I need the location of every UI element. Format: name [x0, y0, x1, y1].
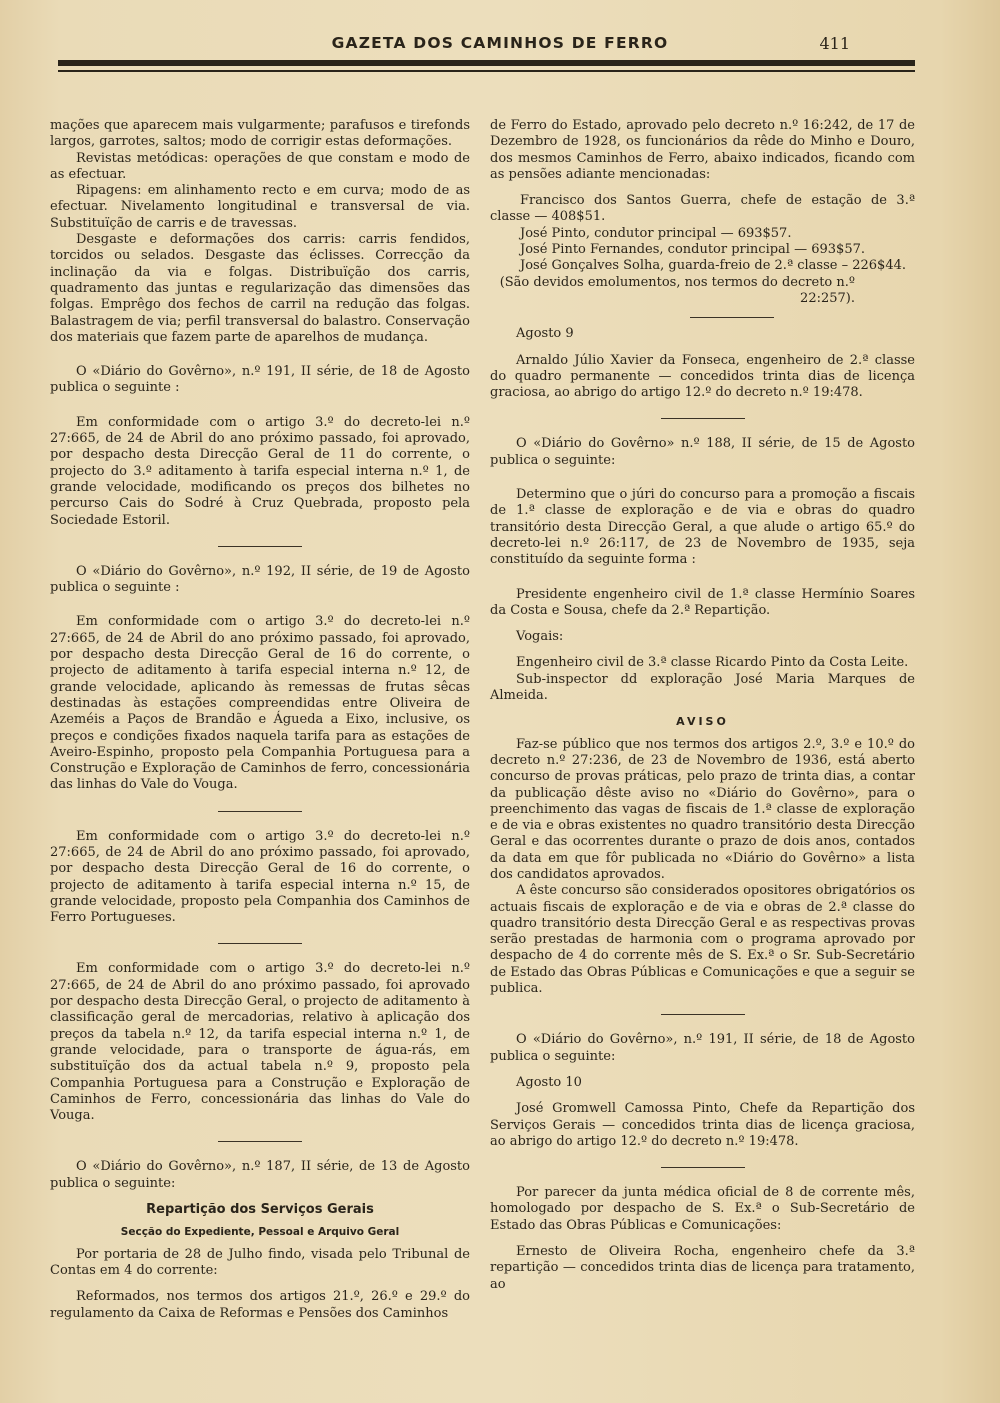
paragraph: Ernesto de Oliveira Rocha, engenheiro chefe da 3.ª repartição — concedidos trinta dias de licença para tratamento, ao: [490, 1244, 915, 1292]
section-separator: [661, 418, 745, 419]
paragraph: Reformados, nos termos dos artigos 21.º, 26.º e 29.º do regulamento da Caixa de Reformas e Pensões dos Caminhos: [50, 1289, 470, 1321]
section-separator: [661, 1167, 745, 1168]
date-label: Agosto 9: [516, 326, 574, 342]
paragraph: Em conformidade com o artigo 3.º do decreto-lei n.º 27:665, de 24 de Abril do ano próximo passado, foi aprovado, por despacho desta Direcção Geral de 16 do corrente, o projecto de aditamento à tarifa especial interna n.º 15, de grande velocidade, proposto pela Companhia dos Caminhos de Ferro Portugueses.: [50, 828, 470, 926]
paragraph: Ripagens: em alinhamento recto e em curva; modo de as efectuar. Nivelamento longitudinal e transversal de via. Substituïção de carris e de travessas.: [50, 183, 470, 231]
paragraph: de Ferro do Estado, aprovado pelo decreto n.º 16:242, de 17 de Dezembro de 1928, os funcionários da rêde do Minho e Douro, dos mesmos Caminhos de Ferro, abaixo indicados, ficando com as pensões adiante mencionadas:: [490, 118, 915, 182]
paragraph: José Gromwell Camossa Pinto, Chefe da Repartição dos Serviços Gerais — concedidos trinta dias de licença graciosa, ao abrigo do artigo 12.º do decreto n.º 19:478.: [490, 1101, 915, 1149]
section-subheading: Secção do Expediente, Pessoal e Arquivo Geral: [120, 1226, 400, 1239]
list-item: José Pinto Fernandes, condutor principal — 693$57.: [520, 242, 865, 258]
paragraph: O «Diário do Govêrno», n.º 191, II série, de 18 de Agosto publica o seguinte :: [50, 364, 470, 396]
page-header-title: GAZETA DOS CAMINHOS DE FERRO: [331, 34, 669, 52]
date-label: Agosto 10: [516, 1074, 582, 1090]
header-rule-thin: [58, 70, 915, 72]
section-separator: [218, 943, 302, 944]
paragraph: Desgaste e deformações dos carris: carris fendidos, torcidos ou selados. Desgaste das éclisses. Correcção da inclinação da via e folgas. Distribuïção dos carris, quadramento das juntas e regularização das dimensões das folgas. Emprêgo dos fechos de carril na redução das folgas. Balastragem de via; perfil transversal do balastro. Conservação dos materiais que fazem parte de aparelhos de mudança.: [50, 232, 470, 345]
paragraph: Vogais:: [516, 629, 564, 645]
paragraph: Em conformidade com o artigo 3.º do decreto-lei n.º 27:665, de 24 de Abril do ano próximo passado, foi aprovado, por despacho desta Direcção Geral de 11 do corrente, o projecto do 3.º aditamento à tarifa especial interna n.º 1, de grande velocidade, modificando os preços dos bilhetes no percurso Cais do Sodré à Cruz Quebrada, proposto pela Sociedade Estoril.: [50, 414, 470, 528]
paragraph: Arnaldo Júlio Xavier da Fonseca, engenheiro de 2.ª classe do quadro permanente — concedidos trinta dias de licença graciosa, ao abrigo do artigo 12.º do decreto n.º 19:478.: [490, 352, 915, 401]
right-column: [490, 118, 915, 1293]
left-column: [50, 118, 470, 1322]
paragraph: O «Diário do Govêrno», n.º 187, II série, de 13 de Agosto publica o seguinte:: [50, 1159, 470, 1191]
paragraph: O «Diário do Govêrno», n.º 191, II série, de 18 de Agosto publica o seguinte:: [490, 1032, 915, 1064]
paragraph: Revistas metódicas: operações de que constam e modo de as efectuar.: [50, 150, 470, 182]
paragraph: O «Diário do Govêrno» n.º 188, II série, de 15 de Agosto publica o seguinte:: [490, 436, 915, 468]
header-rule-thick: [58, 60, 915, 66]
section-separator: [218, 1141, 302, 1142]
paragraph: O «Diário do Govêrno», n.º 192, II série, de 19 de Agosto publica o seguinte :: [50, 563, 470, 596]
list-item: José Gonçalves Solha, guarda-freio de 2.ª classe – 226$44.: [520, 258, 906, 274]
section-heading: Repartição dos Serviços Gerais: [146, 1202, 374, 1218]
paragraph: Faz-se público que nos termos dos artigos 2.º, 3.º e 10.º do decreto n.º 27:236, de 23 de Novembro de 1936, está aberto concurso de provas práticas, pelo prazo de trinta dias, a contar da publicação dêste aviso no «Diário do Govêrno», para o preenchimento das vagas de fiscais de 1.ª classe de exploração e de via e obras existentes no quadro transitório desta Direcção Geral e das ocorrentes durante o prazo de dois anos, contados da data em que fôr publicada no «Diário do Govêrno» a lista dos candidatos aprovados.: [490, 736, 915, 882]
paragraph: mações que aparecem mais vulgarmente; parafusos e tirefonds largos, garrotes, saltos; modo de corrigir estas deformações.: [50, 118, 470, 150]
paragraph: Sub-inspector dd exploração José Maria Marques de Almeida.: [490, 671, 915, 704]
paragraph: Por parecer da junta médica oficial de 8 de corrente mês, homologado por despacho de S. Ex.ª o Sub-Secretário de Estado das Obras Públicas e Comunicações:: [490, 1185, 915, 1233]
note: (São devidos emolumentos, nos termos do decreto n.º 22:257).: [499, 274, 855, 306]
page-number: 411: [819, 34, 850, 53]
paragraph: Engenheiro civil de 3.ª classe Ricardo Pinto da Costa Leite.: [516, 655, 909, 671]
notice-heading: AVISO: [676, 715, 729, 729]
list-item: José Pinto, condutor principal — 693$57.: [520, 225, 792, 241]
section-separator: [690, 317, 774, 318]
paragraph: Por portaria de 28 de Julho findo, visada pelo Tribunal de Contas em 4 do corrente:: [50, 1246, 470, 1278]
section-separator: [218, 546, 302, 547]
list-item: Francisco dos Santos Guerra, chefe de estação de 3.ª classe — 408$51.: [490, 193, 915, 225]
section-separator: [661, 1014, 745, 1015]
paragraph: Em conformidade com o artigo 3.º do decreto-lei n.º 27:665, de 24 de Abril do ano próximo passado, foi aprovado por despacho desta Direcção Geral, o projecto de aditamento à classificação geral de mercadorias, relativo à aplicação dos preços da tabela n.º 12, da tarifa especial interna n.º 1, de grande velocidade, para o transporte de água-rás, em substituïção dos da actual tabela n.º 9, proposto pela Companhia Portuguesa para a Construção e Exploração de Caminhos de Ferro, concessionária das linhas do Vale do Vouga.: [50, 961, 470, 1124]
paragraph: A êste concurso são considerados opositores obrigatórios os actuais fiscais de exploração e de via e obras de 2.ª classe do quadro transitório desta Direcção Geral e as respectivas provas serão prestadas de harmonia com o programa aprovado por despacho de 4 do corrente mês de S. Ex.ª o Sr. Sub-Secretário de Estado das Obras Públicas e Comunicações e que a seguir se publica.: [490, 883, 915, 997]
section-separator: [218, 811, 302, 812]
pension-list: [490, 193, 915, 274]
paragraph: Presidente engenheiro civil de 1.ª classe Hermínio Soares da Costa e Sousa, chefe da 2.ª Repartição.: [490, 586, 915, 618]
paragraph: Em conformidade com o artigo 3.º do decreto-lei n.º 27:665, de 24 de Abril do ano próximo passado, foi aprovado, por despacho desta Direcção Geral de 16 do corrente, o projecto de aditamento à tarifa especial interna n.º 12, de grande velocidade, aplicando às remessas de frutas sêcas destinadas às estações compreendidas entre Oliveira de Azeméis a Paços de Brandão e Águeda a Eixo, inclusive, os preços e condições fixados naquela tarifa para as estações de Aveiro-Espinho, proposto pela Companhia Portuguesa para a Construção e Exploração de Caminhos de ferro, concessionária das linhas do Vale do Vouga.: [50, 614, 470, 793]
paragraph: Determino que o júri do concurso para a promoção a fiscais de 1.ª classe de exploração e de via e obras do quadro transitório desta Direcção Geral, a que alude o artigo 65.º do decreto-lei n.º 26:117, de 23 de Novembro de 1935, seja constituído da seguinte forma :: [490, 487, 915, 568]
